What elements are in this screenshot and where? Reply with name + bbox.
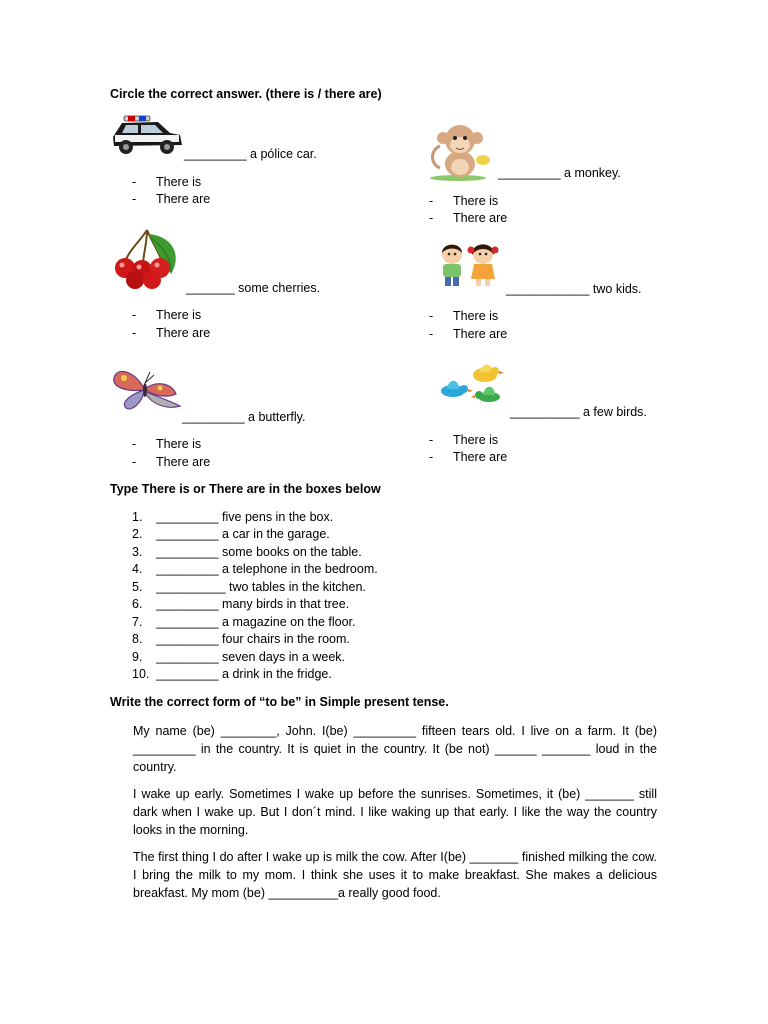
exercise-item-5[interactable]: 5. __________ two tables in the kitchen. (132, 580, 366, 594)
option-monkey-there-is[interactable]: - There is (429, 194, 499, 208)
option-monkey-there-are[interactable]: - There are (429, 211, 508, 225)
section1-heading: Circle the correct answer. (there is / there are) (110, 87, 382, 101)
kids-picture (433, 241, 503, 290)
option-cherries-there-is[interactable]: - There is (132, 308, 202, 322)
option-cherries-there-are[interactable]: - There are (132, 326, 211, 340)
paragraph-3: The first thing I do after I wake up is milk the cow. After I(be) _______ finished milking the cow. I bring the milk to my mom. I think she uses it to make breakfast. She makes a delicious breakfast. My mom (be) __________a really good food. (133, 850, 657, 900)
exercise-item-10[interactable]: 10. _________ a drink in the fridge. (132, 667, 332, 681)
option-kids-there-is[interactable]: - There is (429, 309, 499, 323)
option-birds-there-are[interactable]: - There are (429, 450, 508, 464)
cherries-picture (113, 228, 187, 293)
sentence-cherries: _______ some cherries. (186, 281, 321, 295)
section2-heading: Type There is or There are in the boxes below (110, 482, 381, 496)
paragraph-1: My name (be) ________, John. I(be) _________ fifteen tears old. I live on a farm. It (be) _________ in the country. It is quiet in the country. It (be not) ______ _______ loud in the country. (133, 724, 657, 774)
birds-picture (437, 361, 507, 412)
butterfly-picture (110, 366, 182, 415)
option-police-car-there-is[interactable]: - There is (132, 175, 202, 189)
exercise-item-9[interactable]: 9. _________ seven days in a week. (132, 650, 346, 664)
police-car-picture (110, 113, 184, 162)
option-kids-there-are[interactable]: - There are (429, 327, 508, 341)
exercise-item-6[interactable]: 6. _________ many birds in that tree. (132, 597, 350, 611)
exercise-item-3[interactable]: 3. _________ some books on the table. (132, 545, 362, 559)
section3-heading: Write the correct form of “to be” in Simple present tense. (110, 695, 449, 709)
paragraph-2: I wake up early. Sometimes I wake up before the sunrises. Sometimes, it (be) _______ still dark when I wake up. But I don´t mind. I like waking up that early. I like the way the country looks in the morning. (133, 787, 657, 837)
exercise-item-2[interactable]: 2. _________ a car in the garage. (132, 527, 330, 541)
option-police-car-there-are[interactable]: - There are (132, 192, 211, 206)
option-butterfly-there-is[interactable]: - There is (132, 437, 202, 451)
option-butterfly-there-are[interactable]: - There are (132, 455, 211, 469)
sentence-police-car: _________ a pólice car. (184, 147, 317, 161)
monkey-picture (428, 120, 500, 185)
exercise-item-7[interactable]: 7. _________ a magazine on the floor. (132, 615, 356, 629)
sentence-monkey: _________ a monkey. (498, 166, 621, 180)
exercise-item-8[interactable]: 8. _________ four chairs in the room. (132, 632, 350, 646)
sentence-butterfly: _________ a butterfly. (182, 410, 306, 424)
sentence-kids: ____________ two kids. (506, 282, 642, 296)
sentence-birds: __________ a few birds. (510, 405, 647, 419)
option-birds-there-is[interactable]: - There is (429, 433, 499, 447)
exercise-item-1[interactable]: 1. _________ five pens in the box. (132, 510, 334, 524)
exercise-item-4[interactable]: 4. _________ a telephone in the bedroom. (132, 562, 378, 576)
